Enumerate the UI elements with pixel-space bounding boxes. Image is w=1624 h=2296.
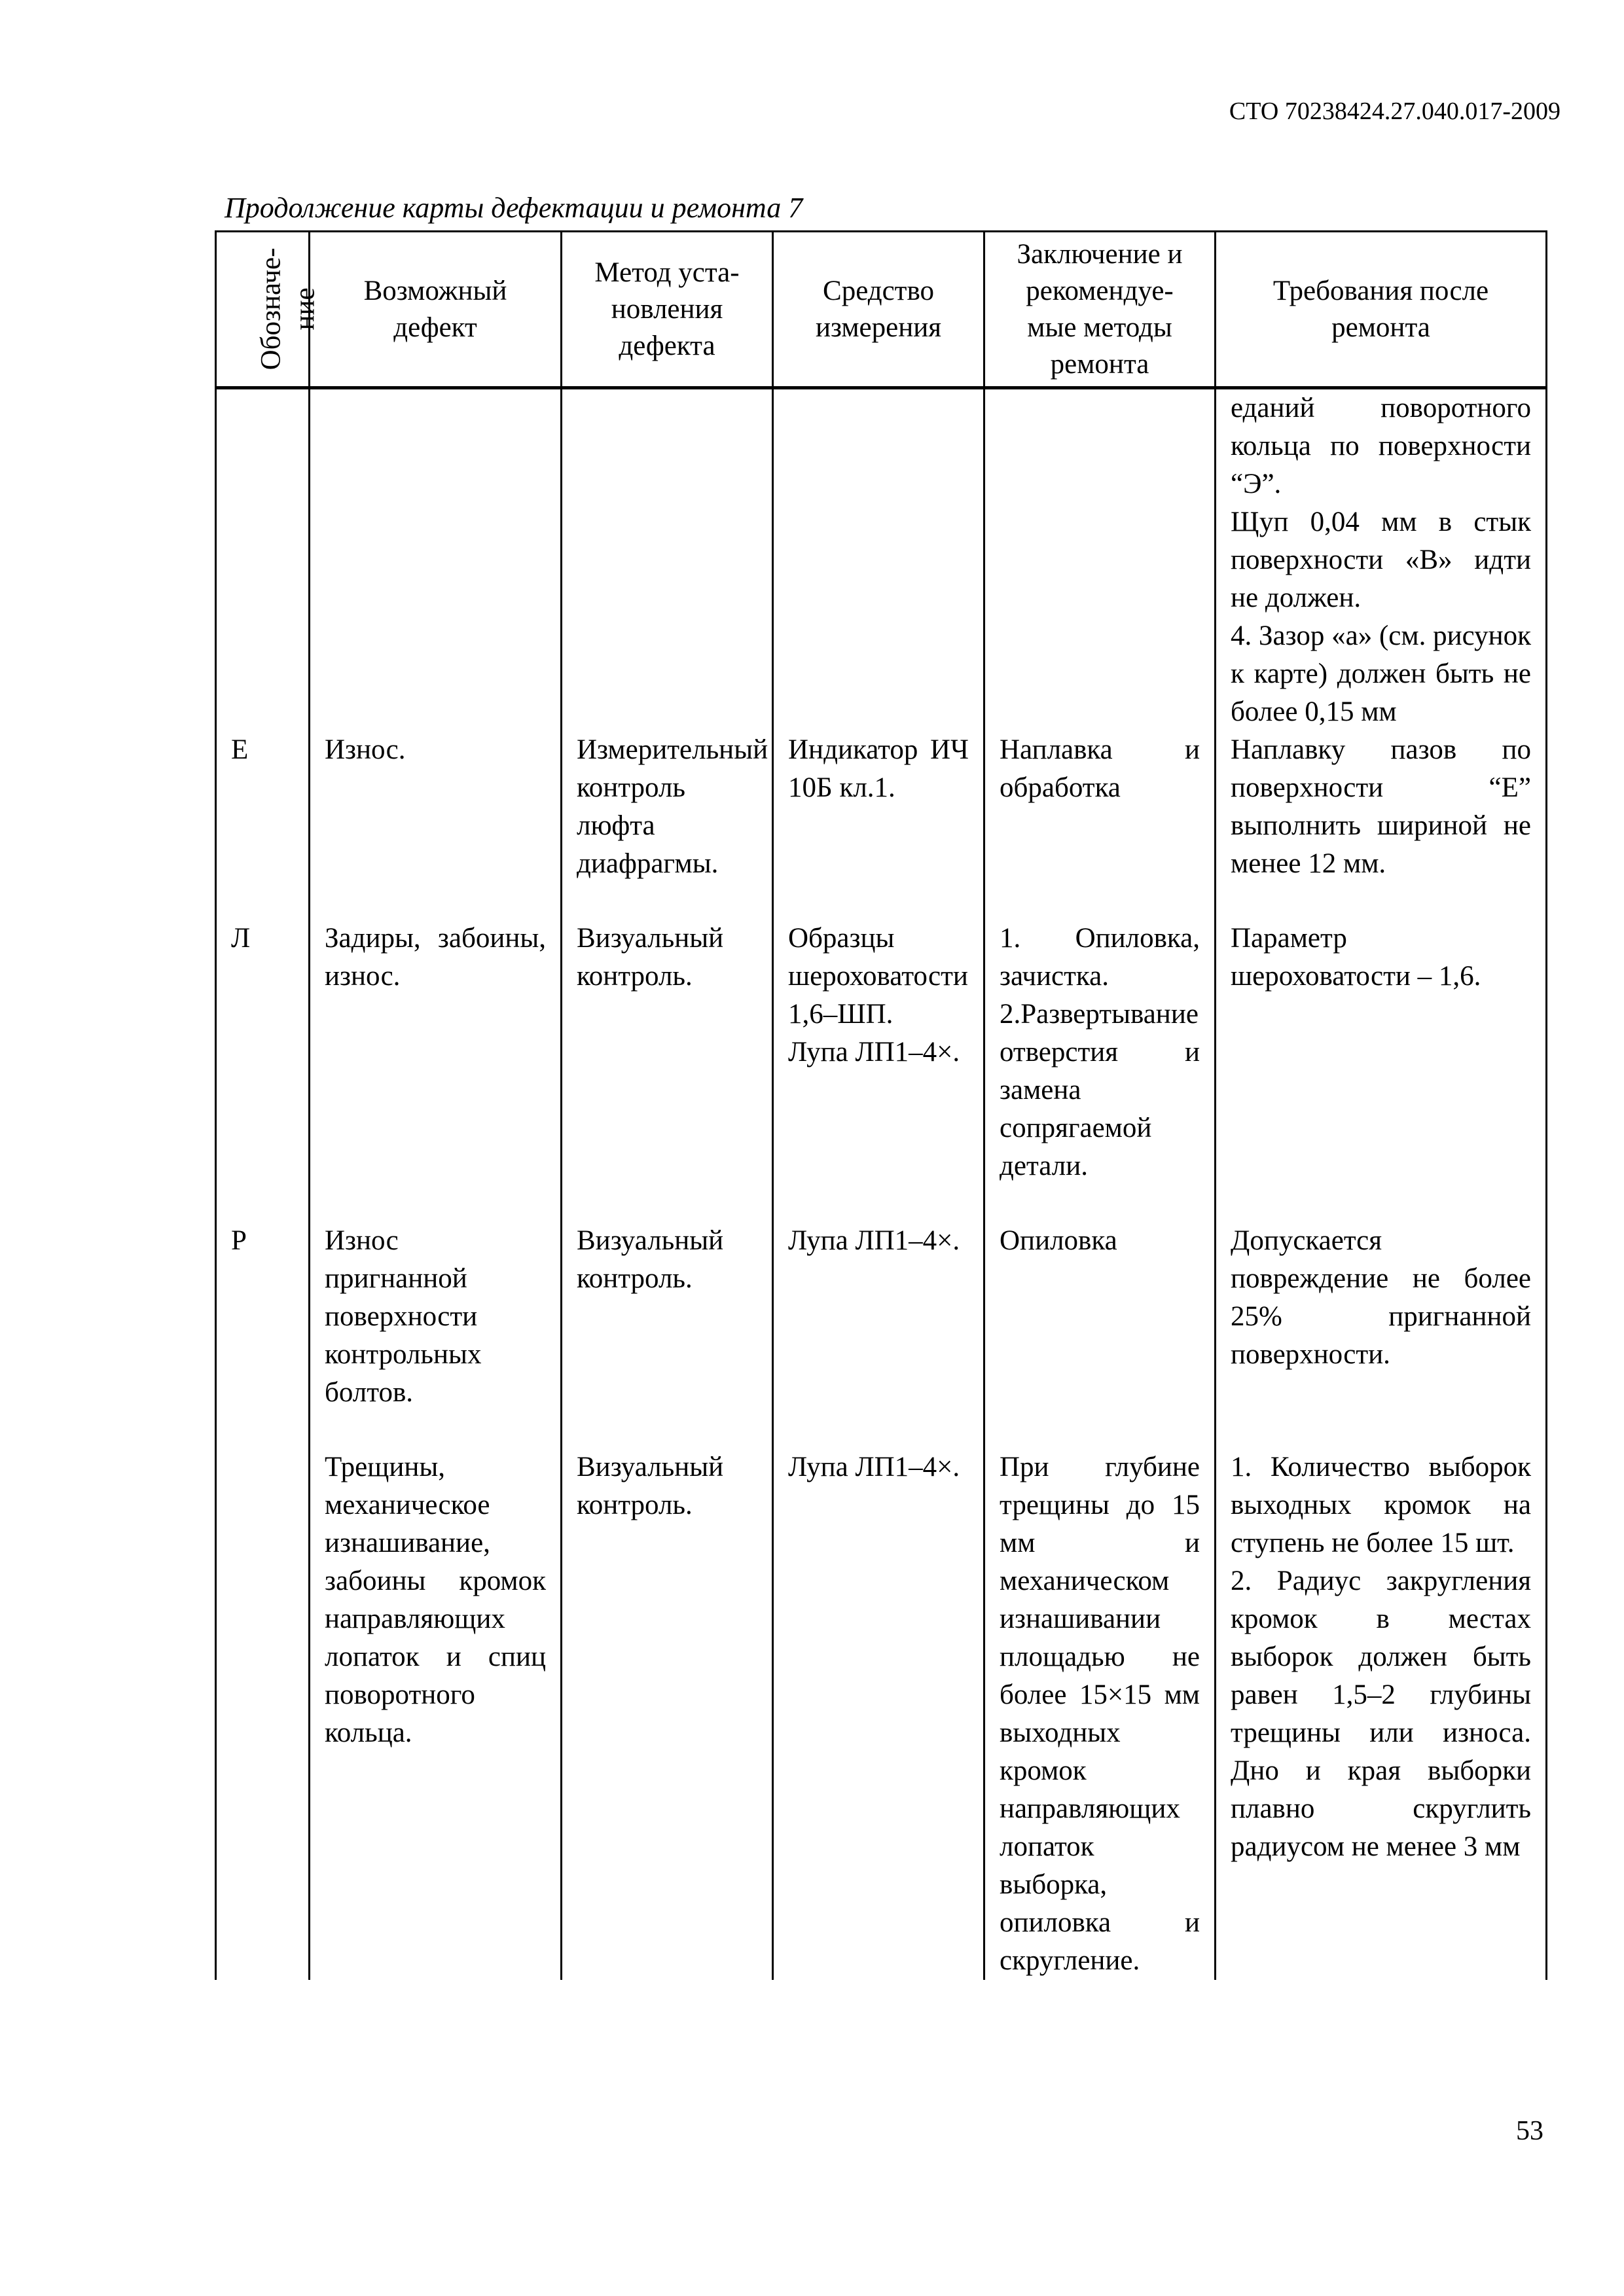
cell-defect	[310, 388, 562, 732]
table-row	[216, 731, 1547, 920]
header-designation	[216, 232, 321, 388]
cell-method	[562, 388, 773, 732]
header-designation-text: Обозначе- ние	[255, 247, 321, 370]
cell-designation: Р	[216, 1222, 310, 1448]
cell-designation: Е	[216, 731, 310, 920]
header-method	[562, 232, 773, 388]
header-defect	[310, 232, 562, 388]
cell-conclusion	[984, 388, 1216, 732]
cell-method: Измерительный контроль люфта диафрагмы.	[562, 731, 773, 920]
cell-conclusion: Наплавка и обработка	[984, 731, 1216, 920]
cell-defect: Задиры, забоины, износ.	[310, 920, 562, 1222]
defect-table	[215, 230, 1547, 1980]
cell-requirements: Наплавку пазов по поверхности “Е” выполнить шириной не менее 12 мм.	[1216, 731, 1547, 920]
table-caption: Продолжение карты дефектации и ремонта 7	[225, 192, 803, 224]
table-header-row	[216, 232, 1547, 388]
cell-tool: Индикатор ИЧ 10Б кл.1.	[773, 731, 984, 920]
cell-requirements: 1. Количество выборок выходных кромок на ступень не более 15 шт. 2. Радиус закругления кромок в местах выборок должен быть равен 1,5–2 глубины трещины или износа. Дно и края выборки плавно скруглить радиусом не менее 3 мм	[1216, 1448, 1547, 1980]
cell-defect: Трещины, механическое изнашивание, забоины кромок направляющих лопаток и спиц поворотного кольца.	[310, 1448, 562, 1980]
table-row	[216, 920, 1547, 1222]
table-row	[216, 1448, 1547, 1980]
table-row	[216, 388, 1547, 732]
cell-tool: Образцы шероховатости 1,6–ШП. Лупа ЛП1–4×.	[773, 920, 984, 1222]
header-conclusion	[984, 232, 1216, 388]
cell-defect: Износ пригнанной поверхности контрольных болтов.	[310, 1222, 562, 1448]
cell-requirements: Параметр шероховатости – 1,6.	[1216, 920, 1547, 1222]
header-tool-text: Средство измерения	[815, 275, 942, 343]
header-requirements-text: Требования после ремонта	[1272, 275, 1489, 343]
cell-tool	[773, 388, 984, 732]
cell-method: Визуальный контроль.	[562, 1222, 773, 1448]
table-row	[216, 1222, 1547, 1448]
header-method-text: Метод уста- новления дефекта	[594, 257, 740, 361]
cell-conclusion: При глубине трещины до 15 мм и механическом изнашивании площадью не более 15×15 мм выходных кромок направляющих лопаток выборка, опиловка и скругление.	[984, 1448, 1216, 1980]
cell-requirements: еданий поворотного кольца по поверхности “Э”. Щуп 0,04 мм в стык поверхности «В» идти не должен. 4. Зазор «а» (см. рисунок к карте) должен быть не более 0,15 мм	[1216, 388, 1547, 732]
header-requirements	[1216, 232, 1547, 388]
header-defect-text: Возможный дефект	[363, 275, 507, 343]
cell-tool: Лупа ЛП1–4×.	[773, 1448, 984, 1980]
cell-conclusion: 1. Опиловка, зачистка. 2.Развертывание отверстия и замена сопрягаемой детали.	[984, 920, 1216, 1222]
header-conclusion-text: Заключение и рекомендуе- мые методы ремонта	[1017, 238, 1183, 380]
cell-conclusion: Опиловка	[984, 1222, 1216, 1448]
cell-method: Визуальный контроль.	[562, 920, 773, 1222]
cell-designation: Л	[216, 920, 310, 1222]
header-tool	[773, 232, 984, 388]
cell-tool: Лупа ЛП1–4×.	[773, 1222, 984, 1448]
cell-method: Визуальный контроль.	[562, 1448, 773, 1980]
cell-requirements: Допускается повреждение не более 25% пригнанной поверхности.	[1216, 1222, 1547, 1448]
page-number: 53	[1516, 2116, 1543, 2146]
document-code: СТО 70238424.27.040.017-2009	[1229, 98, 1561, 125]
cell-designation	[216, 1448, 310, 1980]
cell-defect: Износ.	[310, 731, 562, 920]
cell-designation	[216, 388, 310, 732]
